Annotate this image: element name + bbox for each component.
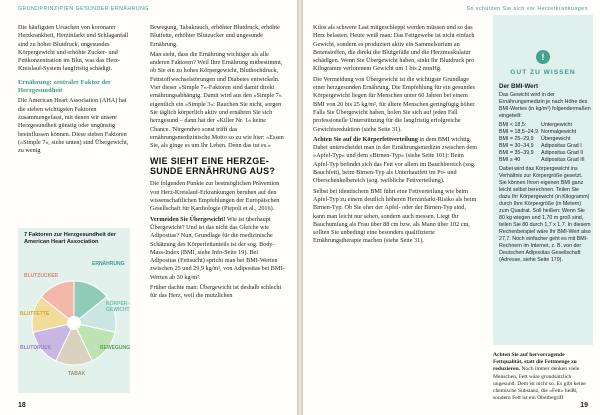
factors-wheel <box>18 245 130 390</box>
label-koerpergewicht-1: KÖRPER- <box>106 301 130 308</box>
paragraph: Die folgenden Punkte zur bestmöglichen Prävention von Herz-Kreislauf-Erkrankungen beruhen auf den wissenschaftlichen Empfehlungen der Europäischen Gesellschaft für Kardiologie (Piepoli et al., 2016). <box>150 180 280 213</box>
paragraph: Kilos als schwere Last mitgeschleppt werden müssen und so das Herz belasten. Heute weiß man: Das Fettgewebe ist nicht einfach Gewicht, sondern es produziert aktiv ein Sammelsurium an Botenstoffen, die direkt die Blutgefäße und die Herzmuskulatur schädigen. Wenn Sie Übergewicht haben, sinkt Ihr Blutdruck pro Kilogramm verlorenem Gewicht um 1 bis 2 mmHg. <box>313 24 475 73</box>
right-text-column-3 <box>493 352 593 404</box>
factors-chart <box>18 228 130 393</box>
left-text-column-1 <box>18 24 130 157</box>
running-header: GRUNDPRINZIPIEN GESUNDER ERNÄHRUNG <box>18 6 149 12</box>
paragraph: Die häufigsten Ursachen von koronarer Herzkrankheit, Herzinfarkt und Schlaganfall sind zu hoher Blutdruck, ungesundes Körpergewicht und erhöhte Zucker- und Fettkonzentration im Blut, was das Herz-Kreislauf-System langfristig schädigt. <box>18 24 129 73</box>
label-bewegung: BEWEGUNG <box>100 345 130 352</box>
label-ernaehrung: ERNÄHRUNG <box>92 261 125 268</box>
right-page <box>303 0 600 415</box>
paragraph: Die American Heart Association (AHA) hat die sieben wichtigsten Faktoren zusammengefasst, mit denen wir unsere Herzgesundheit günstig oder ungünstig beeinflussen können. Diese sieben Faktoren (»Simple 7«, siehe unten) sind Übergewicht, zu wenig <box>18 97 129 155</box>
page-number: 19 <box>580 402 588 409</box>
label-blutfette: BLUTFETTE <box>20 311 50 318</box>
table-row: BMI = 18,5–24,9 Normalgewicht <box>499 129 577 135</box>
info-box-intro: Das Gewicht wird in der Ernährungsmedizin je nach Höhe des BMI-Wertes (in kg/m²) folgendermaßen eingeteilt: <box>499 92 591 119</box>
table-row: BMI = 30–34,9 Adipositas Grad I <box>499 143 582 149</box>
paragraph: Achten Sie auf die Körperfettverteilung in dem BMI wichtig. Dabei unterscheidet man in der Ernährungsmedizin zwischen dem »Apfel-Typ« und dem »Birnen-Typ« (siehe Seite 101): Beim Apfel-Typ befindet sich das Fett vor allem im Bauchbereich (sog. Bauchfett), beim Birnen-Typ als Unterhautfett im Po- und Oberschenkelbereich (sog. weibliche Fettverteilung). <box>313 135 478 185</box>
paragraph: Achten Sie auf hervorragende Fettqualität, statt die Fettmenge zu reduzieren. Noch immer denken viele Menschen, Fett wäre grundsätzlich ungesund. Dem ist nicht so. Es gibt keine chemische Substanz, die »Fett« heißt, sondern Fett ist ein Oberbegriff <box>493 352 586 402</box>
left-page <box>0 0 297 415</box>
info-box-title: GUT ZU WISSEN <box>510 69 576 76</box>
table-row: BMI = 35–39,9 Adipositas Grad II <box>499 150 584 156</box>
paragraph: Selbst bei identischem BMI führt eine Fettverteilung wie beim Apfel-Typ zu einem deutlich höheren Herzinfarkt-Risiko als beim Birnen-Typ. Ob Sie eher der Apfel- oder der Birnen-Typ sind, kann man leicht nur sehen, sondern auch messen. Liegt Ihr Bauchumfang als Frau über 88 cm bzw. als Mann über 102 cm, sollten Sie unbedingt eine besonders qualifizierte Ernährungstherapie machen (siehe Seite 31). <box>313 187 477 245</box>
chart-title: 7 Faktoren zur Herzgesundheit der American Heart Association <box>24 232 117 245</box>
info-box <box>493 15 593 345</box>
label-koerpergewicht-2: GEWICHT <box>106 307 130 314</box>
paragraph: Vermeiden Sie Übergewicht! Wie ist überhaupt Übergewicht? Und ist das nicht das Gleiche wie Adipositas? Nun, Grundlage für die medizinische Schätzung des Körperfettanteils ist der sog. Body-Mass-Index (BMI, siehe Info-Seite 19). Bei Adipositas (Fettsucht) spricht man bei BMI-Werten zwischen 25 und 29,9 kg/m², von Adipositas bei BMI-Werten ab 30 kg/m². <box>150 215 285 281</box>
section-subheading: Ernährung: zentraler Faktor der Herzgesundheit <box>18 78 111 95</box>
label-blutdruck: BLUTDRUCK <box>20 345 52 352</box>
table-row: BMI ≥ 40 Adipositas Grad III <box>499 157 585 163</box>
exclamation-icon: ! <box>536 50 550 64</box>
label-tabak: TABAK <box>68 371 86 378</box>
info-box-text: Dabei wird das Körpergewicht ins Verhältnis zur Körpergröße gesetzt. Sie können Ihren eigenen BMI ganz leicht selbst berechnen. Teilen Sie dazu Ihr Körpergewicht (in Kilogramm) durch Ihre Körpergröße (in Metern) zum Quadrat. Soll heißen: Wenn Sie 80 kg wiegen und 1,70 m groß sind, teilen Sie 80 durch 1,7 x 1,7. In diesem Rechenbeispiel wäre Ihr BMI-Wert also 27,7. Noch einfacher geht es mit BMI-Rechnern im Internet, z. B. von der Deutschen Adipositas Gesellschaft (Adresse, siehe Seite 179). <box>499 166 591 263</box>
paragraph: Man sieht, dass die Ernährung wichtiger als alle anderen Faktoren? Weil Ihre Ernährung mitbestimmt, ob Sie ein zu hohes Körpergewicht, Bluthochdruck, Fettstoffwechselstörungen und Diabetes entwickeln. Vier dieser »Simple 7«-Faktoren sind damit direkt ernährungsabhängig. Damit wird aus den »Simple 7« eigentlich ein »Simple 3«: Rauchen Sie nicht, sorgen Sie täglich körperlich aktiv und ernähren Sie sich herzgesund – dann hat der »Killer Nr. 1« keine Chance. 'Nirgendwo sonst trifft das ernährungsmedizinische Motto so zu wie hier: »Essen Sie, als ginge es um Ihr Leben. Denn das tut es.« <box>150 50 284 150</box>
info-box-subtitle: Der BMI-Wert <box>499 83 539 90</box>
wheel-center <box>67 316 81 330</box>
running-header: So schützen Sie sich vor Herzerkrankungen <box>466 6 588 12</box>
section-heading: WIE SIEHT EINE HERZGE- SUNDE ERNÄHRUNG AUS? <box>150 156 276 177</box>
paragraph: Bewegung, Tabakrauch, erhöhter Blutdruck, erhöhte Blutfette, erhöhter Blutzucker und ungesunde Ernährung. <box>150 24 280 48</box>
table-row: BMI < 18,5: Untergewicht <box>499 122 572 128</box>
paragraph: Die Vermeidung von Übergewicht ist die wichtigste Grundlage einer herzgesunden Ernährung. Die Empfehlung für ein gesundes Körpergewicht liegen für Menschen unter 60 Jahren bei einem BMI von 20 bis 25 kg/m², für ältere Menschen geringfügig höher. Falls Sie Übergewicht haben, holen Sie sich auf jeden Fall professionelle Unterstützung für die langfristig erfolgreiche Gewichtsreduktion (siehe Seite 31). <box>313 75 476 133</box>
bmi-table <box>499 122 588 164</box>
page-number: 18 <box>18 402 26 409</box>
info-box-body <box>499 83 591 264</box>
label-blutzucker: BLUTZUCKER <box>24 273 59 280</box>
left-text-column-2 <box>150 24 285 303</box>
right-text-column-1 <box>313 24 478 248</box>
table-row: BMI = 25–29,9 Übergewicht <box>499 136 571 142</box>
paragraph: Früher dachte man: Übergewicht ist deshalb schlecht für das Herz, weil die mutzlichen <box>150 284 282 300</box>
